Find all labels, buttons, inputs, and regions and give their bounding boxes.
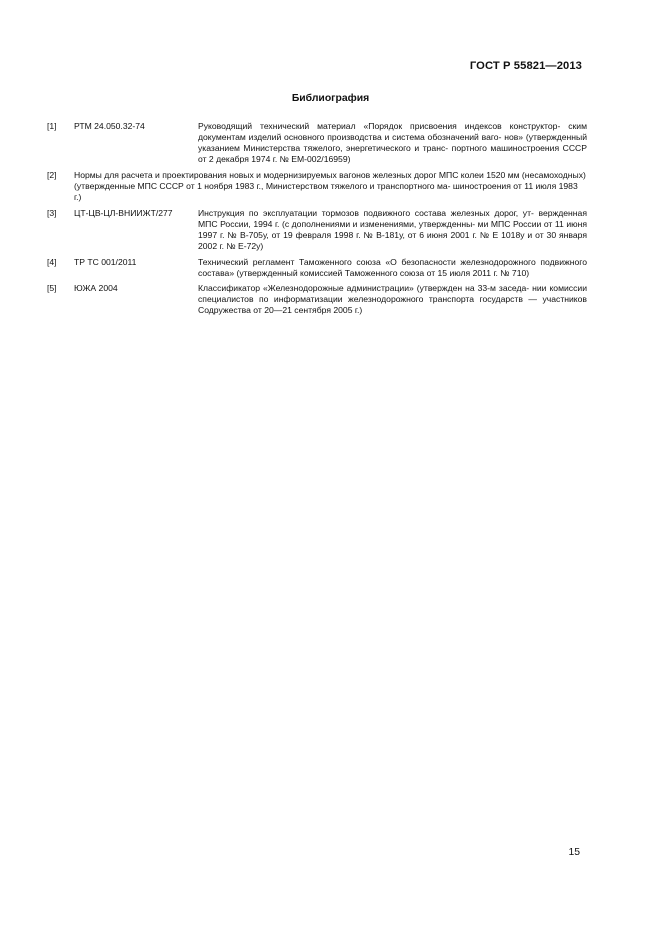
reference-code: ЮЖА 2004 bbox=[74, 283, 118, 294]
document-code-header: ГОСТ Р 55821—2013 bbox=[469, 60, 582, 72]
reference-code: ЦТ-ЦВ-ЦЛ-ВНИИЖТ/277 bbox=[74, 207, 173, 218]
reference-item bbox=[47, 208, 587, 252]
reference-number: [4] bbox=[47, 256, 57, 267]
reference-number: [3] bbox=[47, 207, 57, 218]
bibliography-title: Библиография bbox=[291, 93, 370, 104]
page-number: 15 bbox=[568, 847, 580, 858]
reference-number: [5] bbox=[47, 283, 57, 294]
bibliography-list bbox=[47, 121, 587, 321]
reference-description: Инструкция по эксплуатации тормозов подвижного состава железных дорог, ут- вержденная МПС России, 1994 г. (с дополнениями и изменениями, утвержденны- ми МПС России от 11 июня 1997 г. № В-705у, от 19 февраля 1998 г. № В-181у, от 6 июня 2001 г. № Е 1018у и от 30 января 2002 г. № Е-72у) bbox=[198, 207, 587, 251]
reference-item bbox=[47, 121, 587, 165]
reference-number: [1] bbox=[47, 121, 57, 131]
reference-description: Руководящий технический материал «Порядок присвоения индексов конструктор- ским документам изделий основного производства и система обозначений ваго- нов» (утвержденный указанием Министерства тяжелого, энергетического и транс- портного машиностроения СССР от 2 декабря 1974 г. № ЕМ-002/16959) bbox=[198, 121, 587, 165]
reference-item bbox=[47, 283, 587, 316]
reference-item bbox=[47, 257, 587, 279]
reference-number: [2] bbox=[47, 169, 57, 180]
reference-description: Нормы для расчета и проектирования новых и модернизируемых вагонов железных дорог МПС колеи 1520 мм (несамоходных) (утвержденные МПС СССР от 1 ноября 1983 г., Министерством тяжелого и транспортного ма- шиностроения от 11 июля 1983 г.) bbox=[74, 169, 586, 203]
reference-description: Классификатор «Железнодорожные администрации» (утвержден на 33-м заседа- нии комиссии специалистов по информатизации железнодорожного транспорта государств — участников Содружества от 20—21 сентября 2005 г.) bbox=[198, 283, 587, 316]
reference-code: ТР ТС 001/2011 bbox=[74, 256, 137, 267]
reference-code: РТМ 24.050.32-74 bbox=[74, 121, 145, 131]
reference-description: Технический регламент Таможенного союза «О безопасности железнодорожного подвижного состава» (утвержденный комиссией Таможенного союза от 15 июля 2011 г. № 710) bbox=[198, 256, 587, 278]
reference-item bbox=[47, 170, 587, 203]
